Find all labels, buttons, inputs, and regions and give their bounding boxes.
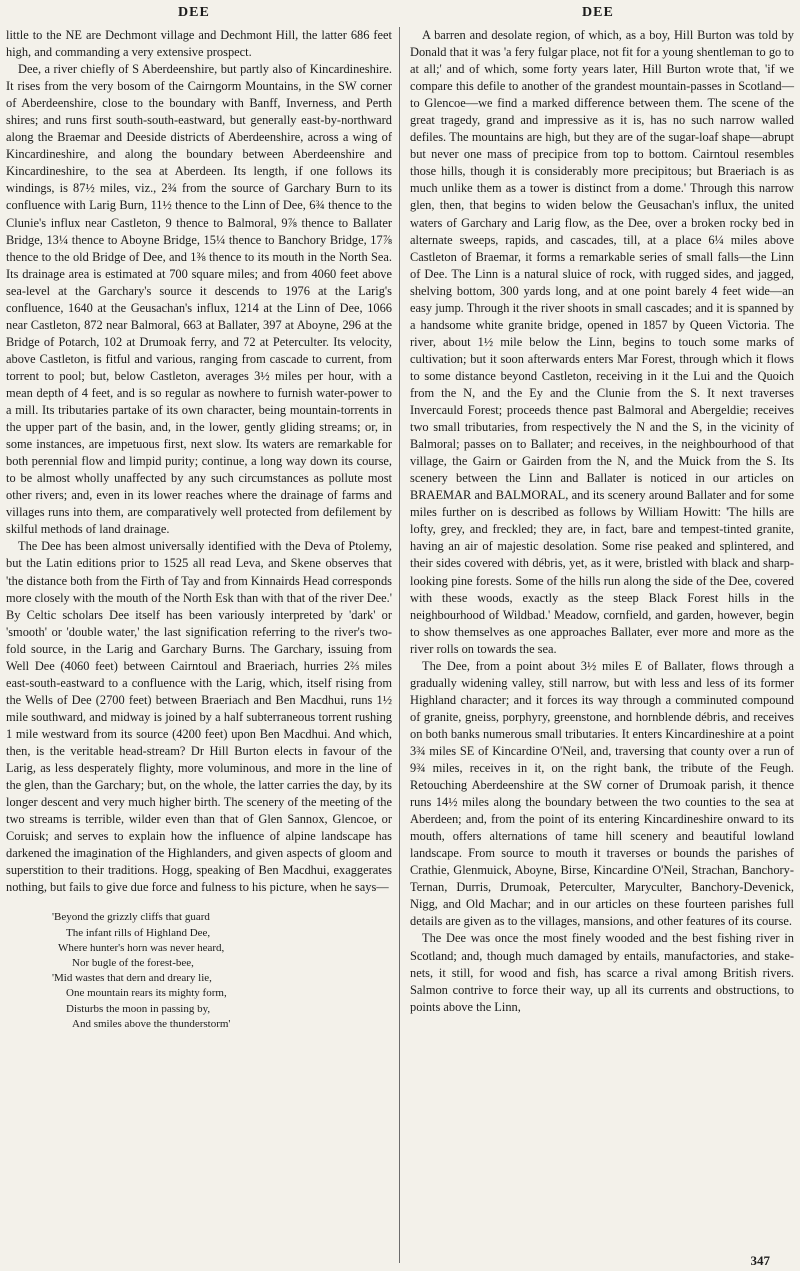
poem-line: Nor bugle of the forest-bee, <box>72 957 194 969</box>
paragraph: The Dee was once the most finely wooded and the best fishing river in Scotland; and, though much damaged by entails, manufactories, and stake-nets, it still, for wood and fish, has scarce a rival among British rivers. Salmon contrive to force their way, up all its currents and obstructions, to points above the Linn, <box>410 931 794 1014</box>
poem-line: 'Beyond the grizzly cliffs that guard <box>52 911 210 924</box>
poem-line: The infant rills of Highland Dee, <box>66 926 211 939</box>
poem-line: Disturbs the moon in passing by, <box>66 1002 211 1015</box>
paragraph: Dee, a river chiefly of S Aberdeenshire, but partly also of Kincardineshire. It rises from the very bosom of the Cairngorm Mountains, in the SW corner of Aberdeenshire, close to the boundary with Banff, Inverness, and Perth shires; and runs first south-south-eastward, but generally east-by-northward along the Braemar and Deeside districts of Aberdeenshire, across a wing of Kincardineshire, and along the boundary between Aberdeenshire and Kincardineshire, to the sea at Aberdeen. Its length, if one follows its windings, is 87½ miles, viz., 2¾ from the source of Garchary Burn to its confluence with Larig Burn, 11½ thence to the Linn of Dee, 6¾ thence to the Clunie's influx near Castleton, 9 thence to Balmoral, 9⅞ thence to Ballater Bridge, 13¼ thence to Aboyne Bridge, 15¼ thence to Banchory Bridge, 17⅞ thence to the old Bridge of Dee, and 1⅜ thence to its mouth in the North Sea. Its drainage area is estimated at 700 square miles; and from 4060 feet above sea-level at the Garchary's source it descends to 1976 at the Larig's confluence, 1640 at the Geusachan's influx, 1214 at the Linn of Dee, 1066 near Castleton, 872 near Balmoral, 663 at Ballater, 397 at Aboyne, 296 at the Bridge of Potarch, 102 at Drumoak ferry, and 72 at Peterculter. Its velocity, above Castleton, is fitful and various, ranging from cascade to current, from torrent to pool; but, below Castleton, averages 3½ miles per hour, with a mean depth of 4 feet, and is so regular as nowhere to furnish water-power to a mill. Its tributaries partake of its own character, being mountain-torrents in the upper part of the basin, and, in the lower, gently gliding streams; or, in some instances, are impetuous first, next slow. Its waters are remarkable for both perennial flow and limpid purity; continue, a long way down its course, to be almost wholly unaffected by any such circumstances as pollute most other rivers; and, even in its lower reaches where the drainage of farms and villages runs into them, are comparatively well protected from defilement by skilful methods of land drainage. <box>6 62 392 537</box>
paragraph: A barren and desolate region, of which, as a boy, Hill Burton was told by Donald that it was 'a fery fulgar place, not fit for a young shentleman to go to at all;' and of which, some forty years later, Hill Burton wrote that, 'if we compare this defile to another of the grandest mountain-passes in Scotland—to Glencoe—we find a marked difference between them. The scene of the great tragedy, grand and impressive as it is, has no such narrow walled defiles. The mountains are high, but they are of the sugar-loaf shape—abrupt but never one mass of precipice from top to bottom. Cairntoul resembles those hills, though it is considerably more precipitous; but Braeriach is as much unlike them as a tower is distinct from a dome.' Through this narrow glen, then, that begins to widen below the Geusachan's influx, the united waters of Garchary and Larig flow, as the Dee, over a broken rocky bed in alternate sweeps, rapids, and cascades, till, at a place 6¼ miles above Castleton of Braemar, it forms a remarkable series of small falls—the Linn of Dee. The Linn is a natural sluice of rock, with rugged sides, and jagged, shelving bottom, 300 yards long, and at one point barely 4 feet wide—an easy jump. Through it the river shoots in small cascades; and it is spanned by a handsome white granite bridge, opened in 1857 by Queen Victoria. The river, about 1½ mile below the Linn, begins to touch some marks of cultivation; but it soon afterwards enters Mar Forest, through which it flows to some distance beyond Castleton, receiving in it the Lui and the Quoich from the N, and the Ey and the Clunie from the S. It next traverses Invercauld Forest; proceeds thence past Balmoral and Abergeldie; receives two small tributaries, from respectively the N and the S, in the vicinity of Balmoral; passes on to Ballater; and receives, in the neighbourhood of that village, the Gairn or Gairden from the N, and the Muick from the S. Its scenery between the Linn and Ballater is noticed in our articles on BRAEMAR and BALMORAL, and its scenery around Ballater and for some miles further on is described as follows by William Howitt: 'The hills are lofty, grey, and freckled; they are, in fact, bare and tempest-tinted granite, having an air of majestic desolation. Some rise peaked and splintered, and their sides covered with débris, yet, as it were, bristled with black and sharp-looking pine forests. Some of the hills run along the side of the Dee, covered with these woods, exactly as the steep Black Forest hills in the neighbourhood of Wildbad.' Meadow, cornfield, and garden, however, begin to show themselves as one approaches Ballater, ever more and more as the river rolls on towards the sea. <box>410 28 794 656</box>
poem-line: 'Mid wastes that dern and dreary lie, <box>52 972 212 985</box>
poem-line: And smiles above the thunderstorm' <box>72 1017 231 1030</box>
right-column <box>410 27 794 1016</box>
column-divider <box>399 27 400 1263</box>
poem-line: One mountain rears its mighty form, <box>66 987 227 1000</box>
paragraph: The Dee, from a point about 3½ miles E of Ballater, flows through a gradually widening valley, still narrow, but with less and less of its former Highland character; and it forces its way through a comminuted compound of granite, gneiss, porphyry, greenstone, and hornblende débris, and receives on both banks numerous small tributaries. It enters Kincardineshire at a point 3¾ miles SE of Kincardine O'Neil, and, traversing that county over a run of 9¾ miles, receives in it, on the right bank, the tribute of the Feugh. Retouching Aberdeenshire at the SW corner of Drumoak parish, it thence runs 14½ miles along the boundary between the two counties to the sea at Aberdeen; and, from the point of its entering Kincardineshire onward to its mouth, offers alternations of tame hill scenery and beautiful lowland landscape. From source to mouth it traverses or bounds the parishes of Crathie, Glenmuick, Aboyne, Birse, Kincardine O'Neil, Strachan, Banchory-Ternan, Durris, Drumoak, Peterculter, Maryculter, Banchory-Devenick, Nigg, and Old Machar; and in our articles on these fourteen parishes full details are given as to the villages, mansions, and other features of its course. <box>410 658 794 929</box>
paragraph: The Dee has been almost universally identified with the Deva of Ptolemy, but the Latin editions prior to 1525 all read Leva, and Skene observes that 'the distance both from the Firth of Tay and from Kinnairds Head corresponds more closely with the mouth of the North Esk than with that of the river Dee.' By Celtic scholars Dee itself has been variously interpreted by 'dark' or 'smooth' or 'double water,' the last signification referring to the river's two-fold source, in the Larig and Garchary Burns. The Garchary, issuing from Well Dee (4060 feet) between Cairntoul and Braeriach, hurries 2⅔ miles east-south-eastward to a confluence with the Larig, which, itself rising from the Wells of Dee (2700 feet) between Braeriach and Ben Macdhui, runs 1½ mile southward, and midway is joined by a half subterraneous torrent rushing 1 mile westward from its source (4200 feet) upon Ben Macdhui. And which, then, is the veritable head-stream? Dr Hill Burton elects in favour of the Larig, as less desperately flighty, more voluminous, and more in the line of the glen, than the Garchary; but, on the whole, the latter carries the day, by its longer descent and very much higher birth. The scenery of the meeting of the two streams is terrible, wilder even than that of Glen Sannox, Glencoe, or Coruisk; and serves to explain how the influence of alpine landscape has darkened the imagination of the Highlanders, and given aspects of gloom and superstition to their traditions. Hogg, speaking of Ben Macdhui, exaggerates nothing, but fails to give due force and fulness to his picture, when he says— <box>6 539 392 895</box>
page-number: 347 <box>750 1253 770 1268</box>
paragraph: little to the NE are Dechmont village and Dechmont Hill, the latter 686 feet high, and commanding a very extensive prospect. <box>6 28 392 60</box>
left-column <box>6 27 392 1032</box>
poem-quote <box>6 910 392 1032</box>
running-head-left: DEE <box>178 5 210 20</box>
poem-line: Where hunter's horn was never heard, <box>58 941 225 954</box>
running-head-right: DEE <box>582 5 614 20</box>
